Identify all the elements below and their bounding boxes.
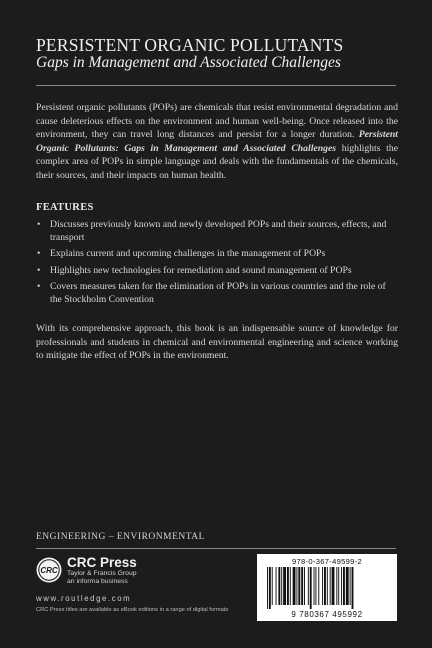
barcode-panel (257, 554, 397, 621)
top-divider (36, 85, 396, 86)
barcode-bar (290, 567, 291, 605)
description-continuation: highlights the complex area of POPs in simple language and deals with the fundamentals of the chemicals, their sources, and their impacts on human health. (36, 142, 399, 181)
barcode-bar (272, 567, 273, 605)
barcode-bar (298, 567, 300, 605)
features-list (36, 218, 396, 309)
barcode-bar (267, 567, 268, 609)
feature-item: • Explains current and upcoming challenges in the management of POPs (36, 247, 396, 260)
description-paragraph (36, 101, 398, 183)
barcode-bar (330, 567, 331, 605)
publisher-parent: an informa business (67, 578, 128, 586)
features-heading: FEATURES (36, 202, 94, 213)
barcode-bar (293, 567, 296, 605)
closing-paragraph: With its comprehensive approach, this book is an indispensable source of knowledge for professionals and students in chemical and environmental engineering and science working to mitigate the effect of POPs in the environment. (36, 323, 398, 362)
barcode-bar (308, 567, 309, 605)
ebook-note: CRC Press titles are available as eBook editions in a range of digital formats (36, 607, 229, 613)
barcode-bar (346, 567, 349, 605)
barcode-bar (324, 567, 326, 605)
barcode-bar (350, 567, 351, 605)
barcode-bar (276, 567, 277, 605)
feature-item: • Discusses previously known and newly developed POPs and their sources, effects, and transport (36, 218, 396, 244)
feature-item: • Covers measures taken for the elimination of POPs in various countries and the role of the Stockholm Convention (36, 280, 396, 306)
feature-item: • Highlights new technologies for remediation and sound management of POPs (36, 264, 396, 277)
barcode-bar (343, 567, 345, 605)
barcode-bar (332, 567, 335, 605)
barcode-icon (267, 567, 387, 609)
barcode-bar (281, 567, 282, 605)
book-subtitle: Gaps in Management and Associated Challenges (36, 54, 341, 71)
barcode-digits: 9 780367 495992 (291, 610, 363, 619)
subject-category: ENGINEERING – ENVIRONMENTAL (36, 532, 205, 542)
barcode-bar (301, 567, 303, 605)
logo-text: CRC (40, 566, 58, 576)
publisher-group: Taylor & Francis Group (67, 570, 137, 577)
barcode-bar (310, 567, 312, 609)
isbn-number: 978-0-367-49599-2 (291, 557, 363, 566)
description-book-title: Persistent Organic Pollutants: Gaps in Management and Associated Challenges (36, 129, 398, 154)
bottom-divider (36, 548, 396, 549)
barcode-bar (315, 567, 316, 605)
barcode-bar (338, 567, 339, 605)
barcode-bar (327, 567, 328, 605)
barcode-bar (278, 567, 280, 605)
barcode-bar (322, 567, 323, 605)
description-intro: Persistent organic pollutants (POPs) are chemicals that resist environmental degradation and cause deleterious effects on the environment and human well-being. Once released into the environment, they can travel long distances and persist for a longer duration. (36, 102, 398, 141)
barcode-bar (341, 567, 342, 605)
publisher-block (67, 555, 137, 587)
publisher-name: CRC Press (67, 555, 137, 570)
publisher-url[interactable]: www.routledge.com (36, 594, 132, 603)
barcode-bar (296, 567, 297, 605)
barcode-bar (283, 567, 286, 605)
barcode-bar (318, 567, 319, 605)
barcode-bar (336, 567, 337, 605)
barcode-bar (269, 567, 271, 609)
barcode-bar (287, 567, 289, 605)
barcode-bar (304, 567, 305, 605)
crc-logo-icon (36, 557, 62, 583)
barcode-bar (314, 567, 315, 605)
barcode-bar (352, 567, 354, 609)
book-title: PERSISTENT ORGANIC POLLUTANTS (36, 35, 344, 55)
